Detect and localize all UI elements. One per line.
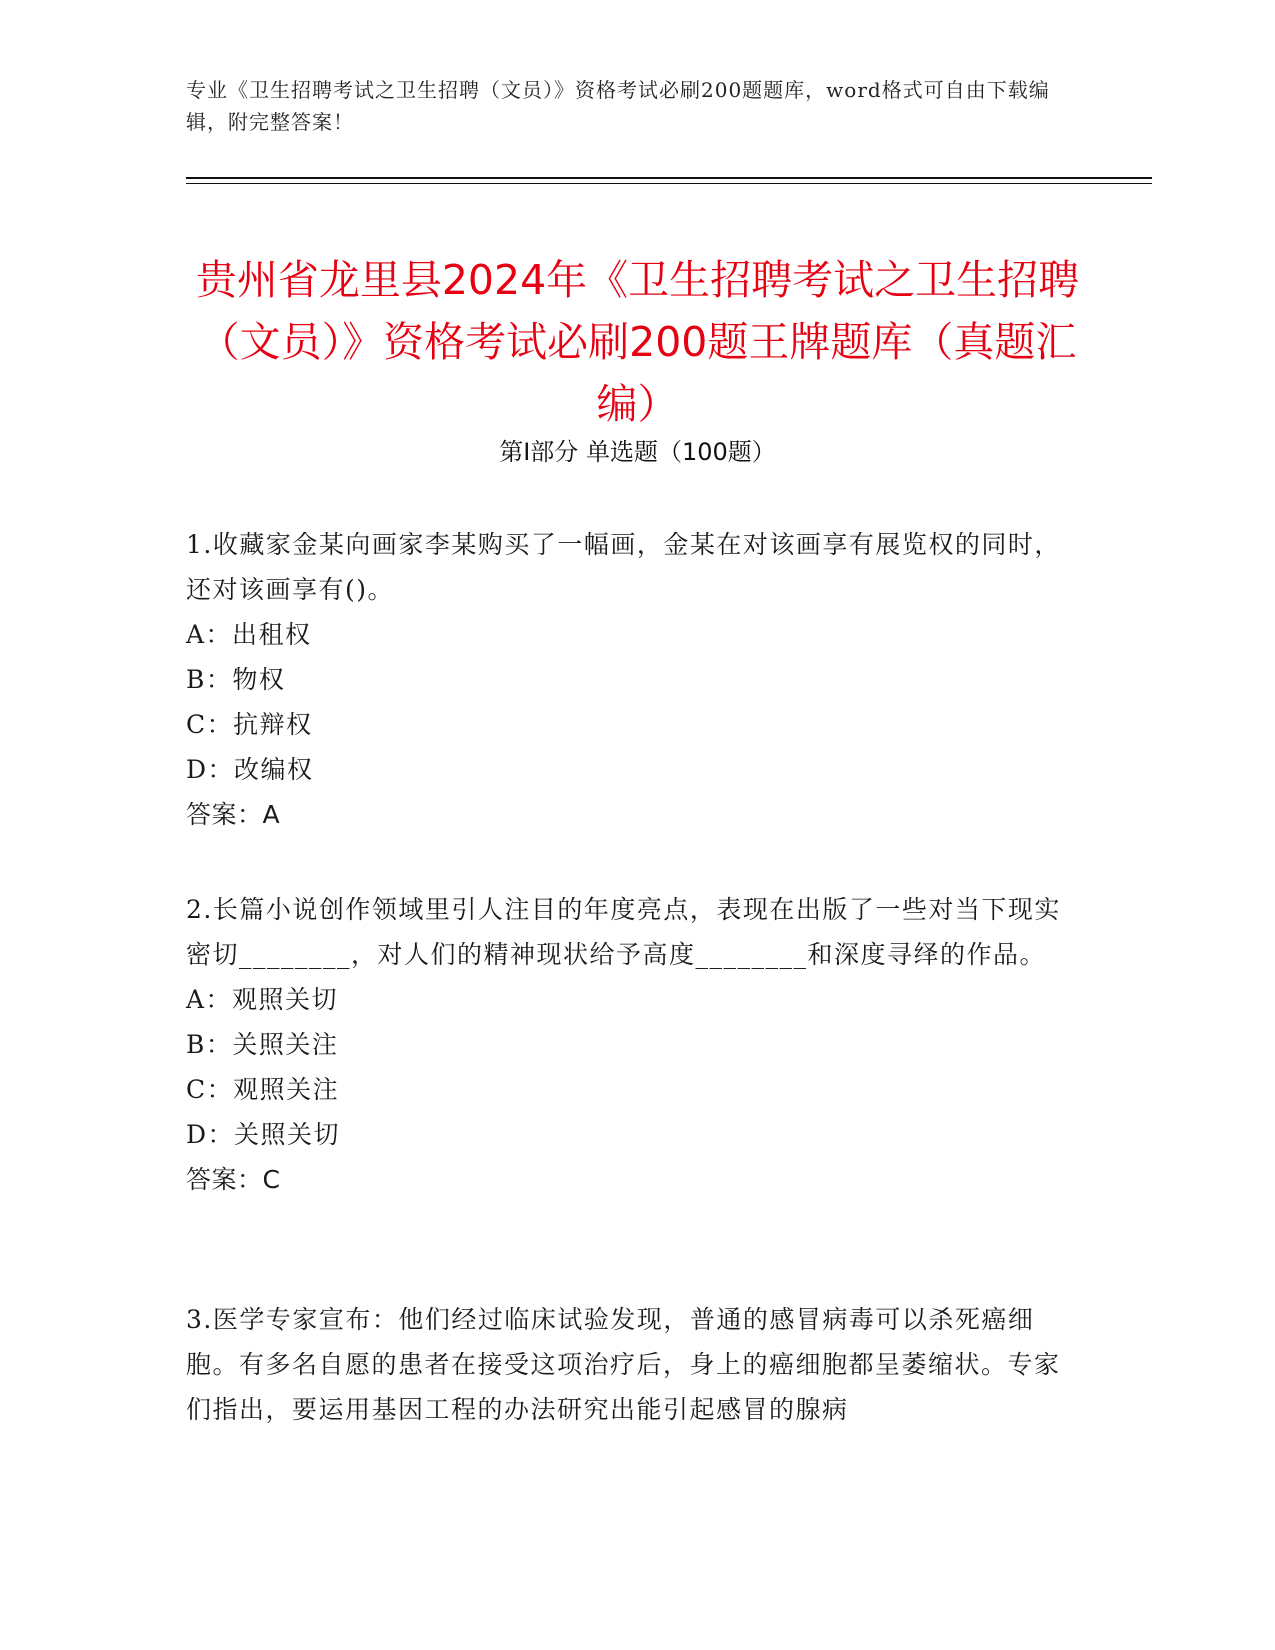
document-title: 贵州省龙里县2024年《卫生招聘考试之卫生招聘（文员）》资格考试必刷200题王牌题库（真题汇编） — [195, 256, 1080, 429]
header-note: 专业《卫生招聘考试之卫生招聘（文员）》资格考试必刷200题题库，word格式可自由下载编辑，附完整答案！ — [186, 78, 1050, 134]
option-d: D：关照关切 — [186, 1120, 341, 1149]
answer: 答案：C — [186, 1165, 281, 1194]
question-stem: 2.长篇小说创作领域里引人注目的年度亮点，表现在出版了一些对当下现实密切________，对人们的精神现状给予高度________和深度寻绎的作品。 — [186, 895, 1061, 969]
option-c: C：抗辩权 — [186, 710, 313, 739]
section-heading: 第Ⅰ部分 单选题（100题） — [499, 438, 776, 466]
question-2 — [186, 887, 1066, 1202]
header-divider-thin — [186, 183, 1152, 184]
option-b: B：关照关注 — [186, 1030, 339, 1059]
answer: 答案：A — [186, 800, 281, 829]
option-a: A：观照关切 — [186, 985, 339, 1014]
option-b: B：物权 — [186, 665, 286, 694]
question-stem: 3.医学专家宣布：他们经过临床试验发现，普通的感冒病毒可以杀死癌细胞。有多名自愿的患者在接受这项治疗后，身上的癌细胞都呈萎缩状。专家们指出，要运用基因工程的办法研究出能引起感冒的腺病 — [186, 1305, 1061, 1424]
question-stem: 1.收藏家金某向画家李某购买了一幅画，金某在对该画享有展览权的同时，还对该画享有()。 — [186, 530, 1061, 604]
question-1 — [186, 522, 1066, 837]
option-a: A：出租权 — [186, 620, 312, 649]
header-divider-thick — [186, 177, 1152, 179]
option-d: D：改编权 — [186, 755, 314, 784]
question-3 — [186, 1297, 1066, 1432]
option-c: C：观照关注 — [186, 1075, 340, 1104]
